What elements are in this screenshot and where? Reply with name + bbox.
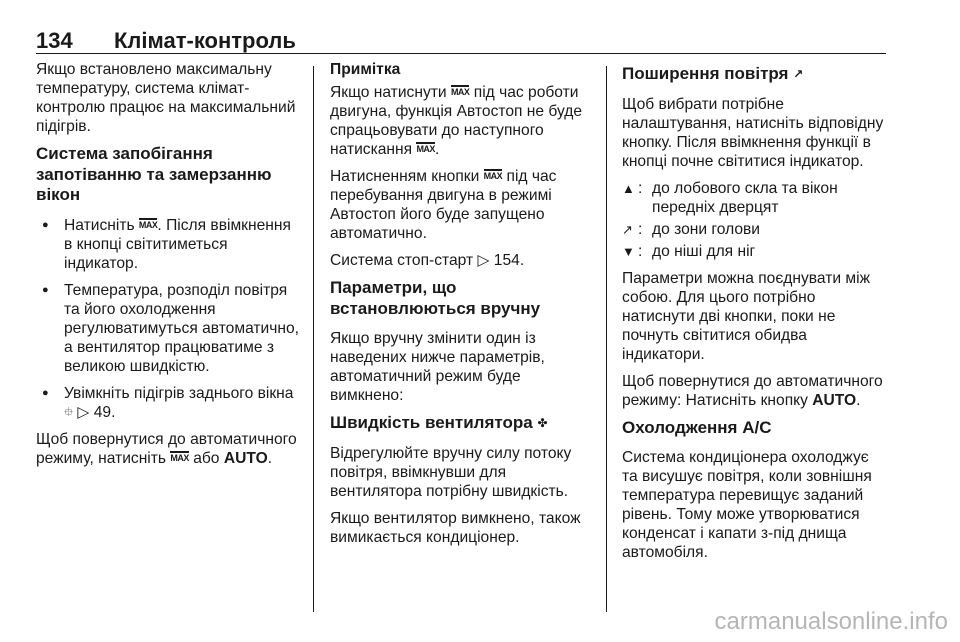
- max-defrost-icon: MAX: [450, 87, 470, 97]
- list-item: [622, 242, 888, 261]
- header-rule: [36, 53, 886, 54]
- direction-text: до лобового скла та вікон передніх дверцят: [652, 179, 838, 216]
- distribution-paragraph-2: Параметри можна поєднувати між собою. Для цього потрібно натиснути дві кнопки, поки не почнуть світитися обидва індикатори.: [622, 269, 871, 363]
- autostop-paragraph: [330, 167, 596, 243]
- paragraph-text: Щоб повернутися до автоматичного режиму, натисніть: [36, 430, 297, 467]
- direction-list: [622, 179, 888, 261]
- fan-paragraph-2: Якщо вентилятор вимкнено, також вимикається кондиціонер.: [330, 509, 581, 546]
- max-defrost-icon: MAX: [483, 171, 503, 181]
- section-title-ac: Охолодження A/C: [622, 417, 772, 437]
- paragraph-text: .: [856, 391, 861, 409]
- intro-paragraph: Якщо встановлено максимальну температуру, система клімат-контролю працює на максимальний підігрів.: [36, 61, 296, 135]
- max-defrost-icon: MAX: [170, 452, 189, 463]
- column-divider-2: [606, 66, 607, 612]
- fan-paragraph-1: Відрегулюйте вручну силу потоку повітря, ввімкнувши для вентилятора потрібну швидкість.: [330, 444, 572, 500]
- list-item: [36, 384, 302, 422]
- paragraph-text: Натисненням кнопки: [330, 168, 484, 185]
- column-1: [36, 60, 302, 476]
- manual-paragraph: Якщо вручну змінити один із наведених нижче параметрів, автоматичний режим буде вимкнено:: [330, 330, 545, 404]
- air-distribution-icon: ↗: [793, 67, 804, 81]
- footwell-arrow-icon: ▼: [622, 243, 635, 259]
- list-item: [36, 281, 302, 376]
- paragraph-text: Якщо натиснути: [330, 84, 451, 101]
- direction-text: до зони голови: [652, 220, 761, 238]
- paragraph-text: .: [267, 449, 273, 467]
- list-item: [622, 220, 888, 239]
- column-3: [622, 60, 888, 570]
- column-divider-1: [313, 66, 314, 612]
- list-item: [622, 179, 888, 217]
- bullet-text: .: [111, 403, 116, 421]
- page-header: [36, 28, 886, 54]
- paragraph-text: Система стоп-старт: [330, 252, 478, 269]
- column-2: [330, 60, 596, 555]
- paragraph-text: під час роботи двигуна, функція Автостоп не буде спрацьовувати до наступного натискання: [330, 84, 583, 158]
- page-number: 134: [36, 28, 73, 53]
- page-reference: 154: [493, 252, 520, 269]
- separator: :: [638, 179, 643, 197]
- auto-label: AUTO: [223, 449, 268, 467]
- distribution-paragraph-3: [622, 372, 888, 410]
- direction-text: до ніші для ніг: [652, 242, 756, 260]
- stop-start-reference: [330, 251, 596, 270]
- note-paragraph: [330, 83, 596, 159]
- return-auto-paragraph: [36, 430, 302, 468]
- page-ref-arrow-icon: ▷: [477, 252, 490, 269]
- paragraph-text: Щоб повернутися до автоматичного режиму: Натисніть кнопку: [622, 372, 883, 409]
- rear-window-heater-icon: ⯐: [64, 404, 74, 419]
- list-item: [36, 216, 302, 273]
- max-defrost-icon: MAX: [138, 219, 158, 230]
- windshield-arrow-icon: ▲: [622, 180, 635, 196]
- head-zone-arrow-icon: ↗: [622, 221, 633, 237]
- section-title-defrost: Система запобігання запотіванню та замерзанню вікон: [36, 144, 272, 204]
- note-title: Примітка: [330, 61, 401, 78]
- bullet-text: Температура, розподіл повітря та його охолодження регулюватимуться автоматично, а вентилятор працюватиме з великою швидкістю.: [64, 281, 300, 375]
- paragraph-text: під час перебування двигуна в режимі Автостоп його буде запущено автоматично.: [330, 168, 557, 242]
- heading-text: Поширення повітря: [622, 64, 789, 83]
- auto-label: AUTO: [812, 391, 857, 409]
- section-title-air-distribution: [622, 64, 888, 85]
- fan-icon: ✤: [537, 416, 548, 430]
- page-ref-arrow-icon: ▷: [77, 403, 90, 421]
- separator: :: [638, 242, 643, 260]
- paragraph-text: або: [188, 449, 224, 467]
- bullet-text: . Після ввімкнення в кнопці світитиметься індикатор.: [64, 216, 291, 272]
- chapter-title: Клімат-контроль: [114, 28, 296, 53]
- separator: :: [638, 220, 643, 238]
- defrost-steps: [36, 216, 302, 422]
- section-title-fan-speed: [330, 413, 596, 434]
- paragraph-text: .: [519, 252, 525, 269]
- distribution-paragraph-1: Щоб вибрати потрібне налаштування, натисніть відповідну кнопку. Після ввімкнення функції в кнопці почне світитися індикатор.: [622, 95, 884, 170]
- page-reference: 49: [93, 403, 112, 421]
- watermark: carmanualsonline.info: [714, 608, 948, 635]
- heading-text: Швидкість вентилятора: [330, 413, 533, 432]
- section-title-manual: Параметри, що встановлюються вручну: [330, 278, 541, 318]
- max-defrost-icon: MAX: [416, 144, 435, 154]
- bullet-text: Натисніть: [64, 216, 139, 234]
- ac-paragraph: Система кондиціонера охолоджує та висушує повітря, коли зовнішня температура перевищує заданий рівень. Тому може утворюватися конденсат і капати з-під днища автомобіля.: [622, 449, 872, 561]
- bullet-text: Увімкніть підігрів заднього вікна: [64, 384, 294, 402]
- paragraph-text: .: [434, 141, 440, 158]
